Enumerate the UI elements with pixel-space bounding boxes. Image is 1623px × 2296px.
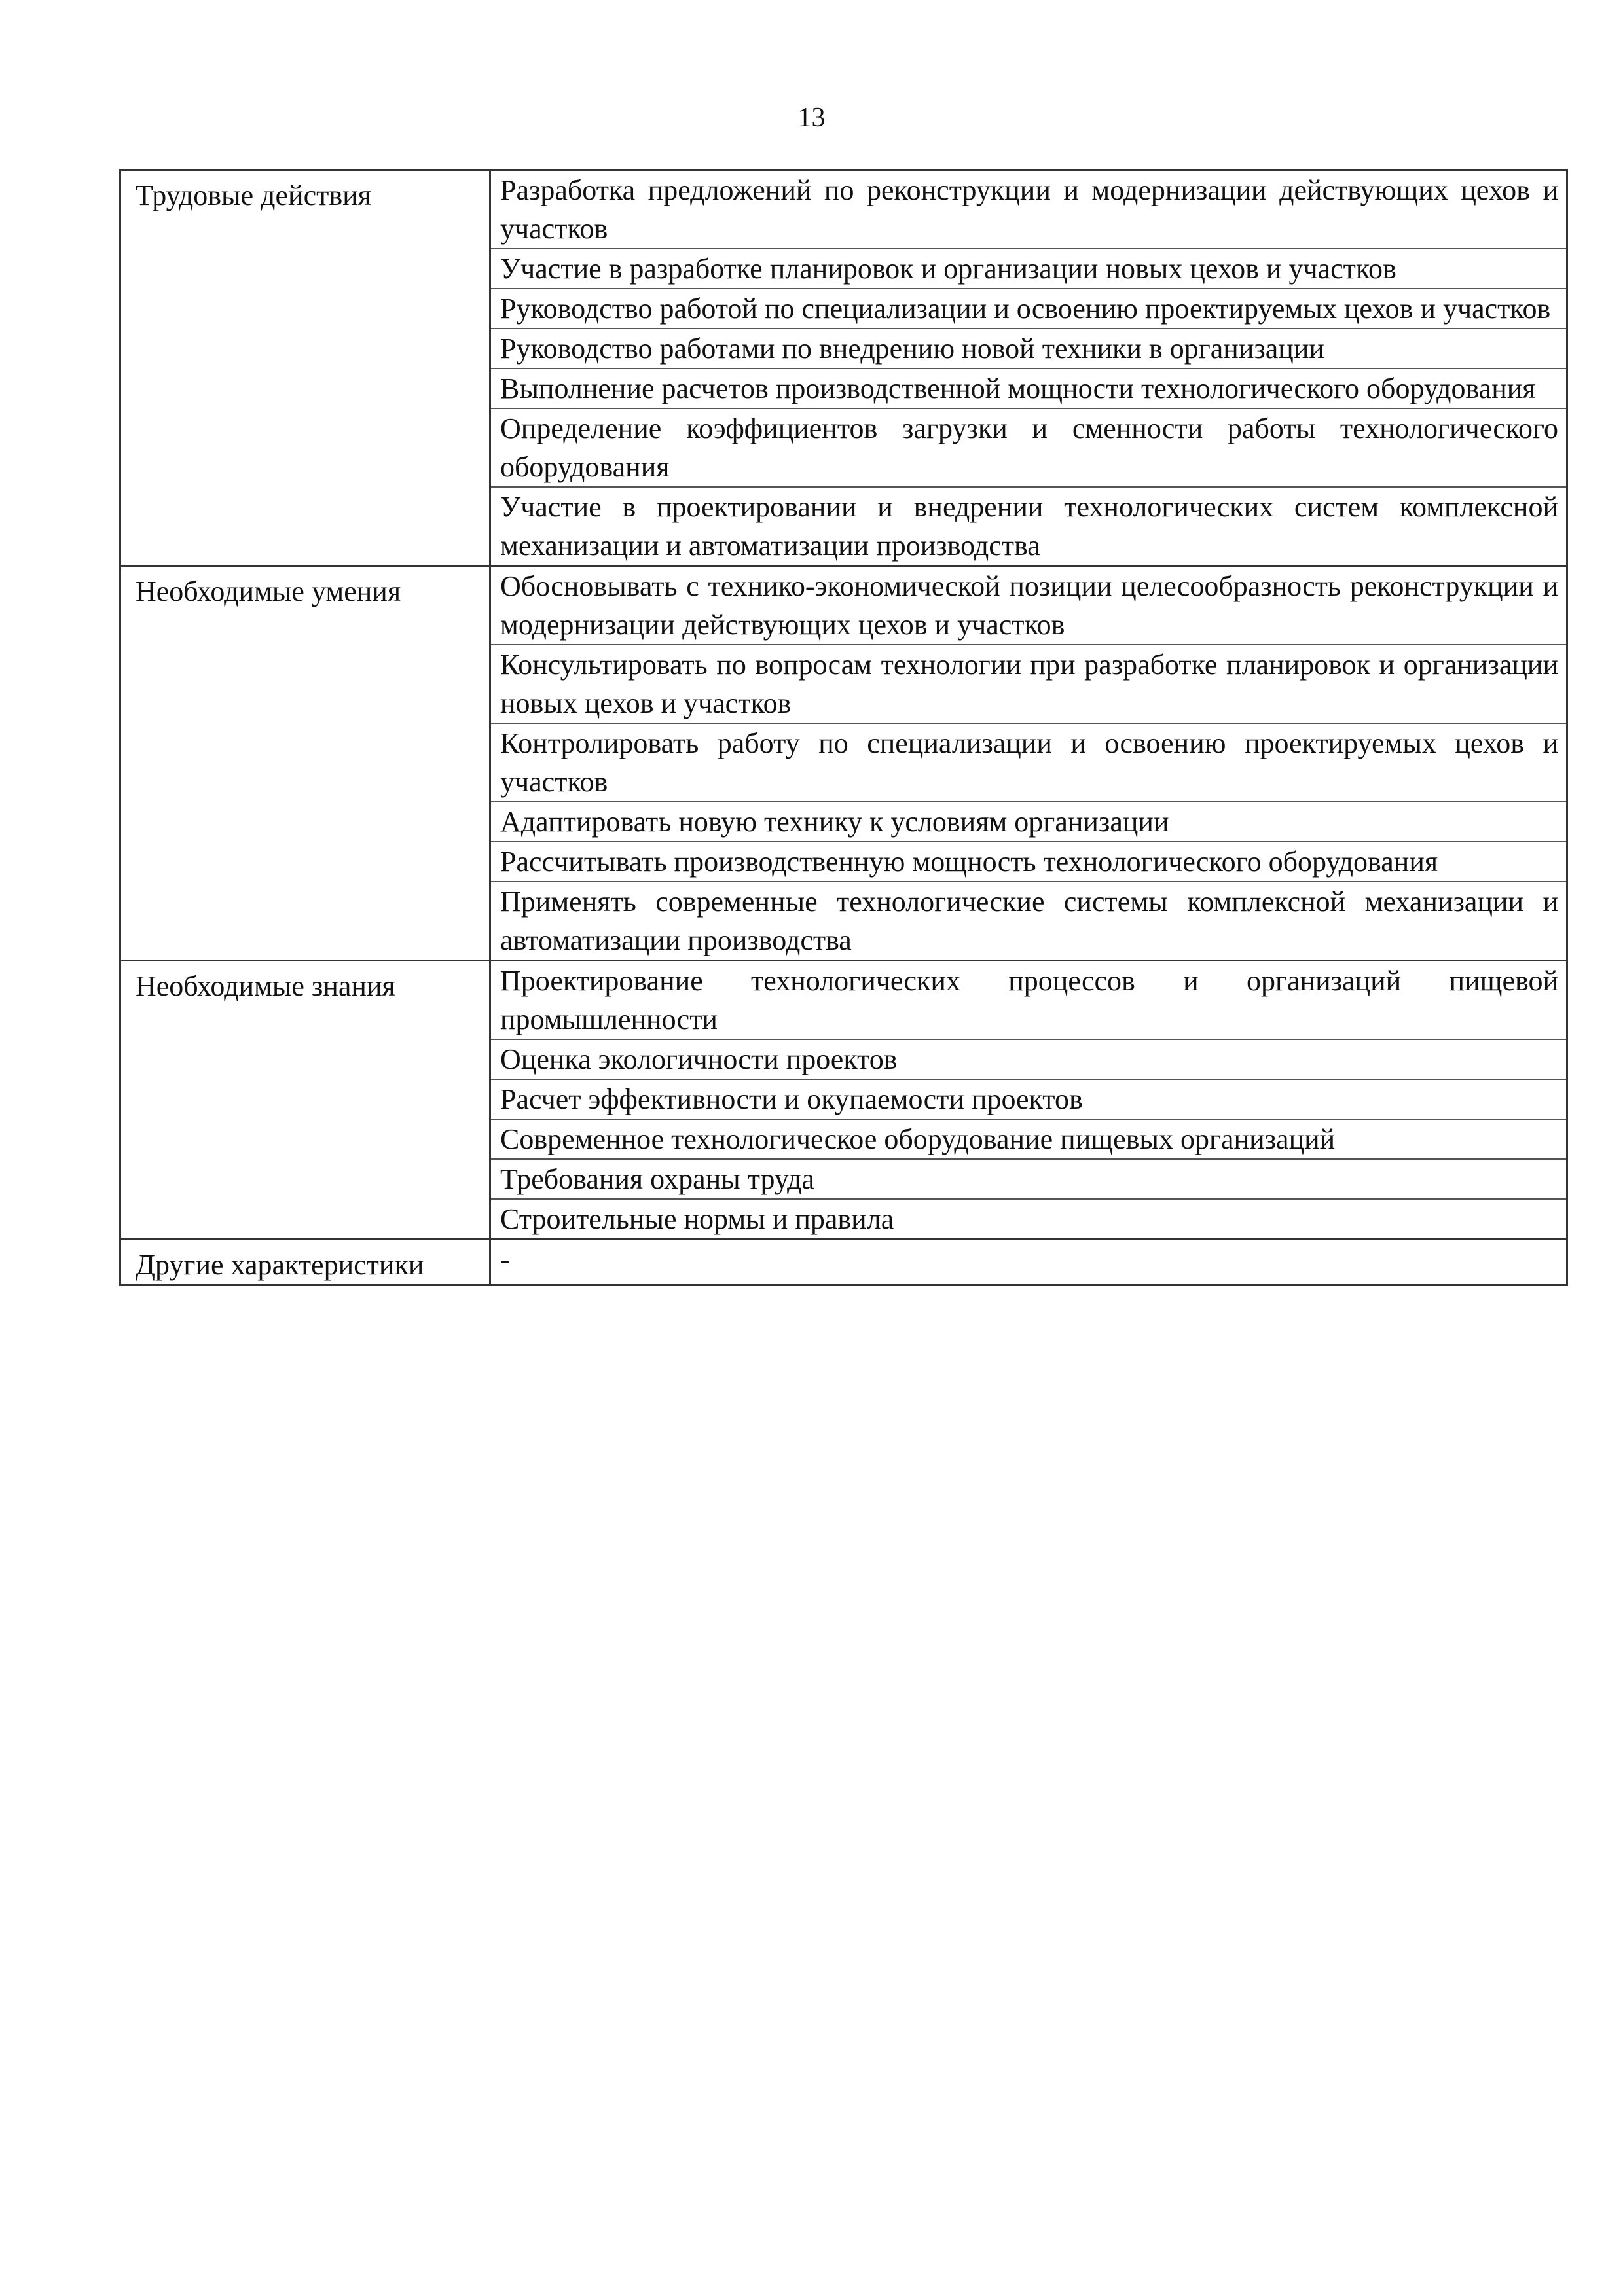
list-item: Современное технологическое оборудование пищевых организаций: [491, 1120, 1566, 1160]
list-item: Оценка экологичности проектов: [491, 1040, 1566, 1080]
section-label: Другие характеристики: [120, 1240, 490, 1285]
section-row-labor-actions: [120, 170, 1567, 566]
list-item: Определение коэффициентов загрузки и сменности работы технологического оборудования: [491, 409, 1566, 488]
list-item: Руководство работами по внедрению новой техники в организации: [491, 329, 1566, 369]
list-item: Выполнение расчетов производственной мощности технологического оборудования: [491, 369, 1566, 409]
list-item: Консультировать по вопросам технологии при разработке планировок и организации новых цехов и участков: [491, 645, 1566, 724]
section-label: Трудовые действия: [120, 170, 490, 566]
page-number: 13: [797, 103, 826, 133]
list-item: Применять современные технологические системы комплексной механизации и автоматизации производства: [500, 886, 1558, 956]
section-row-required-skills: [120, 566, 1567, 961]
list-item: Требования охраны труда: [491, 1160, 1566, 1200]
section-row-other-characteristics: [120, 1240, 1567, 1285]
section-row-required-knowledge: [120, 961, 1567, 1240]
job-function-table: [119, 169, 1568, 1286]
list-item: Расчет эффективности и окупаемости проектов: [491, 1080, 1566, 1120]
list-item: -: [500, 1244, 510, 1276]
list-item: Рассчитывать производственную мощность технологического оборудования: [491, 842, 1566, 882]
list-item: Строительные нормы и правила: [500, 1203, 894, 1235]
list-item: Обосновывать с технико-экономической позиции целесообразность реконструкции и модернизации действующих цехов и участков: [491, 567, 1566, 645]
section-items: [490, 170, 1567, 566]
section-items: [490, 566, 1567, 961]
list-item: Адаптировать новую технику к условиям организации: [491, 802, 1566, 842]
list-item: Разработка предложений по реконструкции и модернизации действующих цехов и участков: [491, 171, 1566, 249]
list-item: Контролировать работу по специализации и освоению проектируемых цехов и участков: [491, 724, 1566, 802]
list-item: Участие в разработке планировок и организации новых цехов и участков: [491, 249, 1566, 289]
list-item: Проектирование технологических процессов и организаций пищевой промышленности: [491, 961, 1566, 1040]
list-item: Участие в проектировании и внедрении технологических систем комплексной механизации и автоматизации производства: [500, 491, 1558, 562]
section-items: [490, 1240, 1567, 1285]
list-item: Руководство работой по специализации и освоению проектируемых цехов и участков: [491, 289, 1566, 329]
section-label: Необходимые знания: [120, 961, 490, 1240]
section-label: Необходимые умения: [120, 566, 490, 961]
section-items: [490, 961, 1567, 1240]
